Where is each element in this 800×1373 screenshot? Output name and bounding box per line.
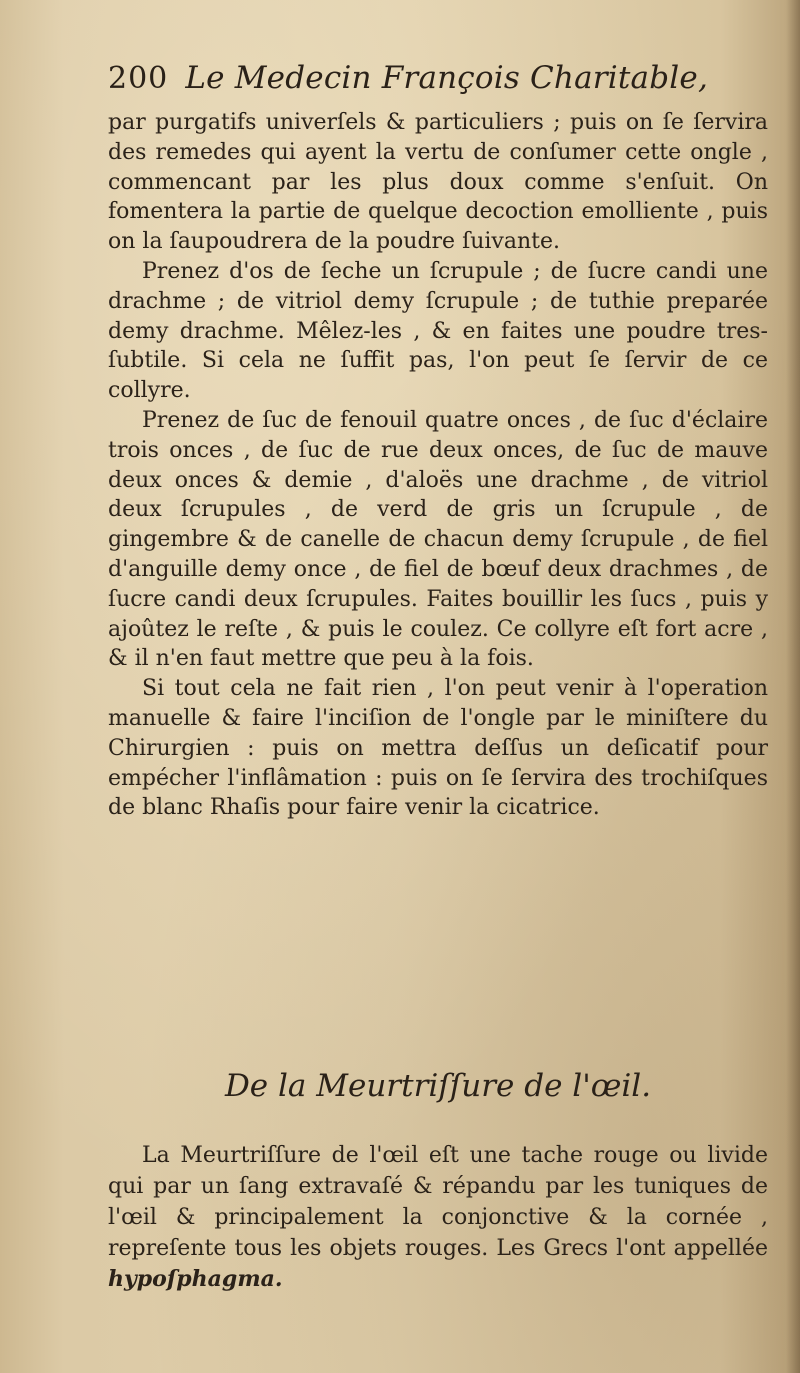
greek-term: hypoſphagma. <box>108 1266 283 1292</box>
paragraph-continuation: par purgatifs univerſels & particuliers ; puis on ſe ſervira des remedes qui ayent la vertu de conſumer cette ongle , commencant par les plus doux comme s'enſuit. On fomentera la partie de quelque decoction emolliente , puis on la ſaupoudrera de la poudre ſuivante. <box>108 110 768 255</box>
paragraph-collyre-recipe: Prenez de ſuc de fenouil quatre onces , de ſuc d'éclaire trois onces , de ſuc de rue deux onces, de ſuc de mauve deux onces & demie , d'aloës une drachme , de vitriol deux ſcrupules , de verd de gris un ſcrupule , de gingembre & de canelle de chacun demy ſcrupule , de fiel d'anguille demy once , de fiel de bœuf deux drachmes , de ſucre candi deux ſcrupules. Faites bouillir les ſucs , puis y ajoûtez le reſte , & puis le coulez. Ce collyre eſt fort acre , & il n'en faut mettre que peu à la fois. <box>108 407 768 672</box>
page-edge-shadow <box>786 0 800 1373</box>
paragraph-operation: Si tout cela ne fait rien , l'on peut venir à l'operation manuelle & faire l'inciſion de l'ongle par le miniſtere du Chirurgien : puis on mettra deſſus un deſicatif pour empécher l'inflâmation : puis on ſe ſervira des trochiſques de blanc Rhaſis pour faire venir la cicatrice. <box>108 676 768 821</box>
body-text <box>108 108 768 823</box>
page-number: 200 <box>108 61 169 96</box>
section-heading: De la Meurtriſſure de l'œil. <box>224 1068 652 1104</box>
page-header <box>108 60 768 106</box>
running-title: Le Medecin François Charitable, <box>185 60 708 96</box>
section-paragraph <box>108 1140 768 1295</box>
section-text <box>108 1140 768 1295</box>
paragraph-powder-recipe: Prenez d'os de ſeche un ſcrupule ; de ſucre candi une drachme ; de vitriol demy ſcrupule ; de tuthie preparée demy drachme. Mêlez-les , & en faites une poudre tres-ſubtile. Si cela ne ſuffit pas, l'on peut ſe ſervir de ce collyre. <box>108 258 768 404</box>
section-paragraph-text: La Meurtriſſure de l'œil eſt une tache rouge ou livide qui par un ſang extravaſé & répandu par les tuniques de l'œil & principalement la conjonctive & la cornée , repreſente tous les objets rouges. Les Grecs l'ont appellée <box>108 1143 768 1261</box>
